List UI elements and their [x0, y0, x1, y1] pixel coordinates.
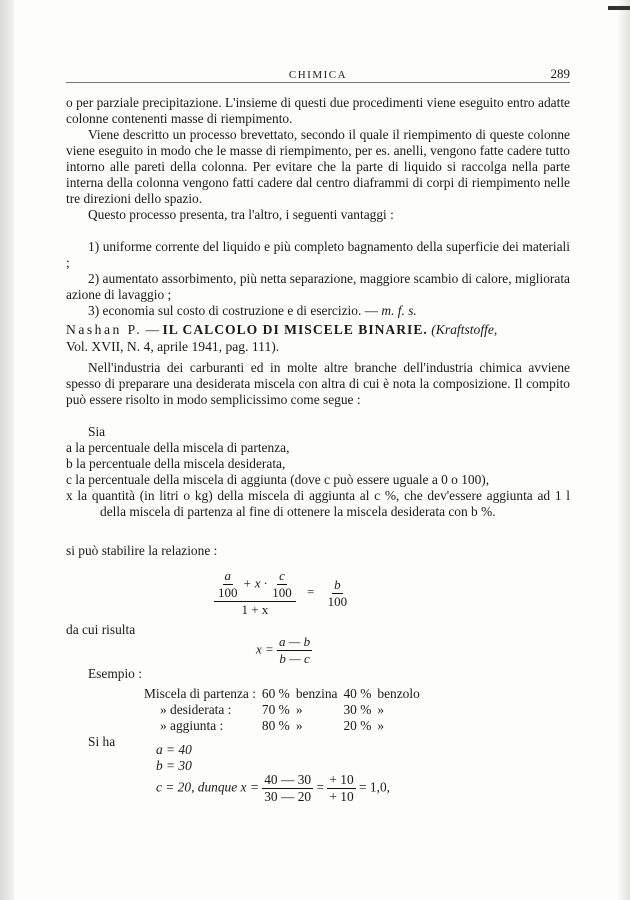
table-cell: »	[377, 718, 385, 733]
table-cell: 40 %	[343, 686, 372, 701]
paragraph-relation: si può stabilire la relazione :	[66, 543, 218, 558]
definition-item: x la quantità (in litri o kg) della miscela di aggiunta al c %, che dev'essere aggiunta ad 1 l della miscela di partenza al fine di ottenere la miscela desiderata con b %.	[66, 488, 570, 519]
list-item: 1) uniforme corrente del liquido e più completo bagnamento della superficie dei materiali ;	[66, 239, 570, 270]
paragraph-continuation: o per parziale precipitazione. L'insieme di questi due procedimenti viene eseguito entro adatte colonne contenenti masse di riempimento.	[66, 95, 570, 126]
formula-solution: x = $\frac{a — b}{b — c}$	[256, 634, 311, 666]
table-cell: 30 %	[343, 702, 372, 717]
table-cell: » aggiunta :	[160, 718, 224, 733]
scan-edge-mark	[608, 6, 630, 10]
definitions-list: Sia a la percentuale della miscela di partenza, b la percentuale della miscela desiderata, c la percentuale della miscela di aggiunta (dove c può essere uguale a 0 o 100), x la quantità (in litri o kg) della miscela di aggiunta al c %, che dev'essere aggiunta ad 1 l della miscela di partenza al fine di ottenere la miscela desiderata con b %.	[66, 424, 570, 519]
table-cell: 20 %	[343, 718, 372, 733]
table-cell: »	[295, 702, 303, 717]
article-title: IL CALCOLO DI MISCELE BINARIE.	[162, 322, 428, 337]
table-cell: »	[377, 702, 385, 717]
list-item: 2) aumentato assorbimento, più netta separazione, maggiore scambio di calore, migliorata azione di lavaggio ;	[66, 271, 570, 302]
calc-a: a = 40	[156, 742, 192, 757]
table-cell: 80 %	[261, 718, 290, 733]
advantages-list	[66, 239, 570, 319]
table-cell: 60 %	[261, 686, 290, 701]
label-da-cui-risulta: da cui risulta	[66, 622, 136, 637]
definition-item: a la percentuale della miscela di partenza,	[66, 440, 290, 455]
definition-item: c la percentuale della miscela di aggiunta (dove c può essere uguale a 0 o 100),	[66, 472, 490, 487]
list-item: 3) economia sul costo di costruzione e di esercizio. — m. f. s.	[88, 303, 417, 318]
example-table	[144, 686, 426, 734]
signature-initials: m. f. s.	[381, 303, 417, 318]
calc-result: c = 20, dunque x = $\frac{40 — 30}{30 — 20}$ = $\frac{+ 10}{+ 10}$ = 1,0,	[156, 772, 391, 804]
table-cell: »	[295, 718, 303, 733]
article-reference: Nashan P. — IL CALCOLO DI MISCELE BINARIE. (Kraftstoffe, Vol. XVII, N. 4, aprile 1941, pag. 111).	[66, 321, 570, 355]
table-cell: benzina	[295, 686, 338, 701]
article-volume: Vol. XVII, N. 4, aprile 1941, pag. 111).	[66, 339, 280, 354]
table-cell: benzolo	[377, 686, 420, 701]
table-cell: 70 %	[261, 702, 290, 717]
article-author: Nashan P.	[66, 322, 143, 337]
label-si-ha: Si ha	[88, 734, 116, 749]
label-esempio: Esempio :	[88, 666, 142, 681]
table-row	[144, 702, 426, 718]
table-row	[144, 686, 426, 702]
right-scan-margin	[618, 0, 630, 900]
formula-main-fraction: $\frac{a}{100}$ + x · $\frac{c}{100}$ 1 + x	[214, 568, 296, 618]
paragraph-advantages-intro: Questo processo presenta, tra l'altro, i seguenti vantaggi :	[88, 207, 394, 222]
left-scan-margin	[0, 0, 14, 900]
table-cell: » desiderata :	[160, 702, 232, 717]
definition-item: b la percentuale della miscela desiderata,	[66, 456, 286, 471]
header-rule	[66, 82, 570, 83]
paragraph-intro: Nell'industria dei carburanti ed in molte altre branche dell'industria chimica avviene spesso di preparare una desiderata miscela con altra di cui è nota la composizione. Il compito può essere risolto in modo semplicissimo come segue :	[66, 360, 570, 407]
calc-b: b = 30	[156, 758, 192, 773]
formula-relation: $\frac{a}{100}$ + x · $\frac{c}{100}$ 1 + x = $\frac{b}{100}$	[214, 568, 349, 618]
journal-name: (Kraftstoffe,	[431, 322, 498, 337]
header-title: CHIMICA	[288, 69, 348, 81]
page-number: 289	[550, 66, 570, 81]
running-header	[66, 63, 570, 83]
table-cell: Miscela di partenza :	[144, 686, 256, 701]
table-row	[144, 718, 426, 734]
paragraph-patent: Viene descritto un processo brevettato, secondo il quale il riempimento di queste colonne viene eseguito in modo che le masse di riempimento, per es. anelli, vengono fatte cadere tutto intorno alle pareti della colonna. Per evitare che la parte di liquido si raccolga nella parte interna della colonna vengono fatti cadere dal centro diaframmi di corpi di riempimento nelle tre direzioni dello spazio.	[66, 127, 570, 206]
